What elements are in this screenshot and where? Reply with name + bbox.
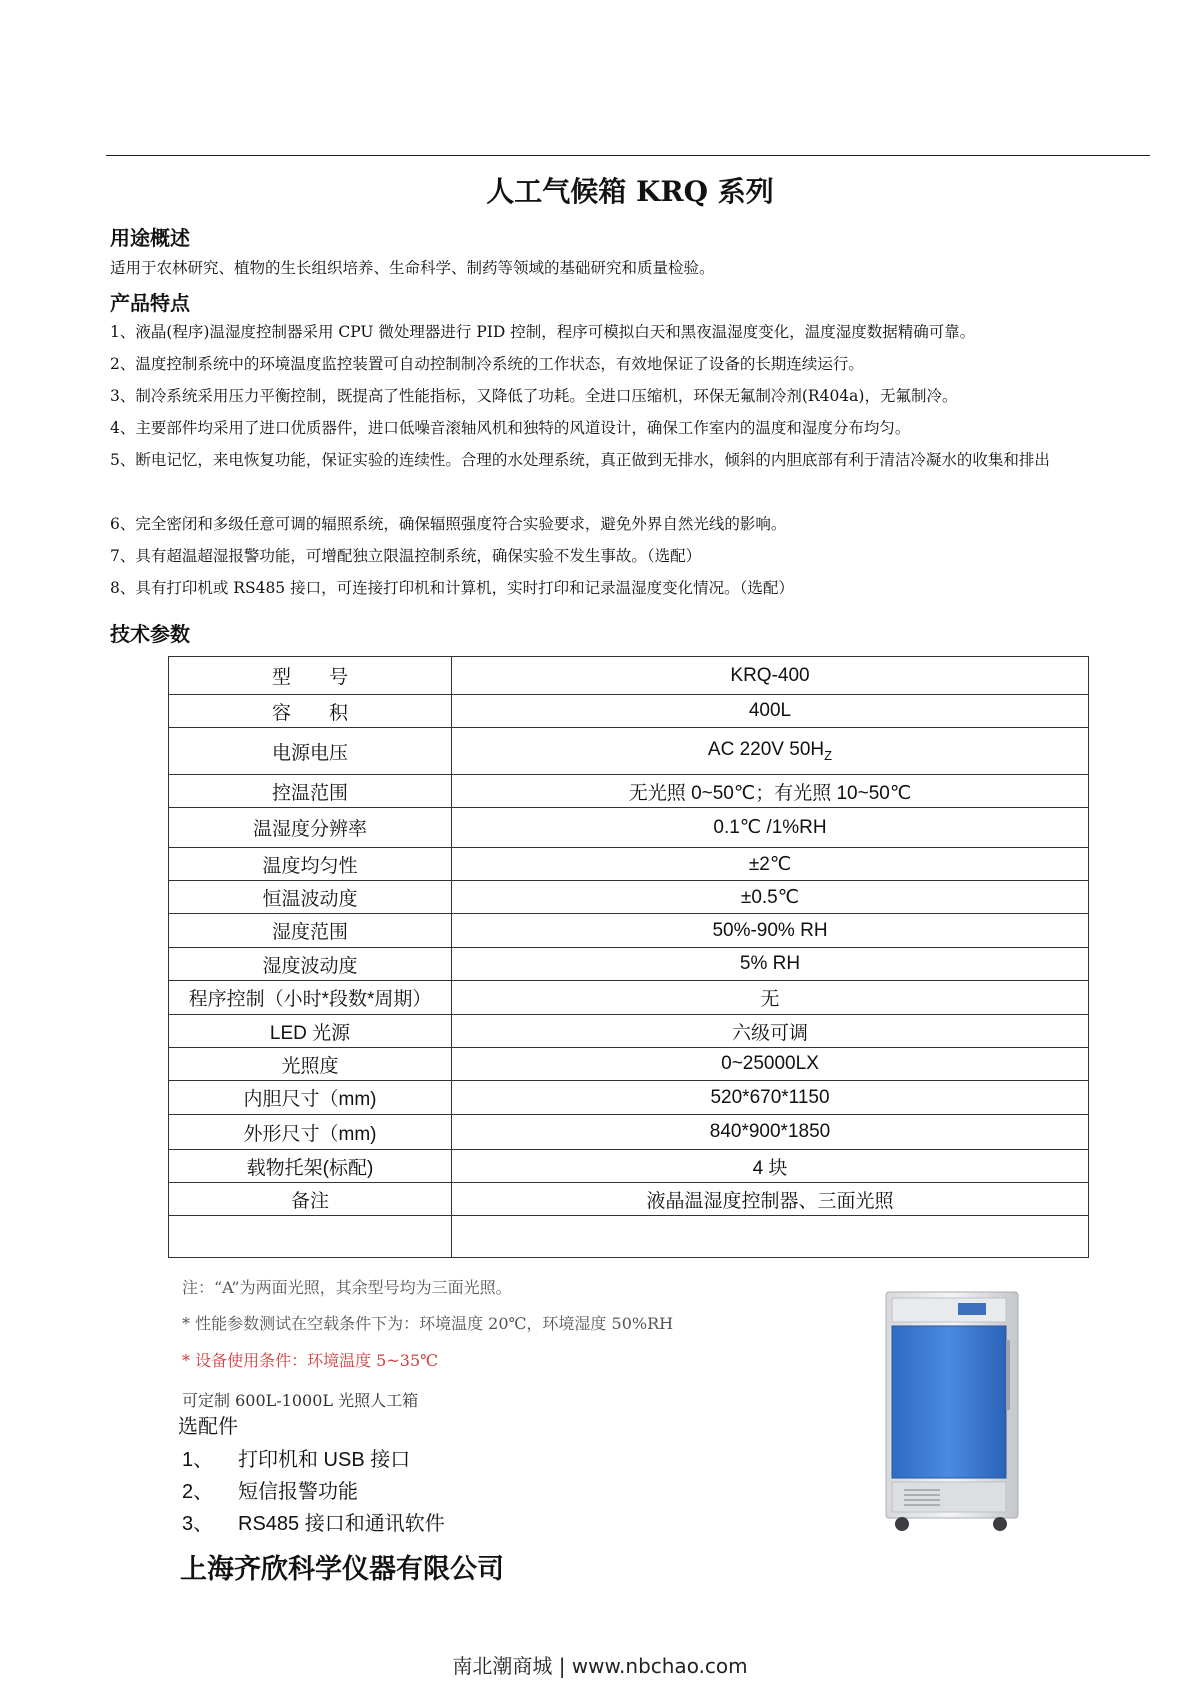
feature-item-5: 5、断电记忆，来电恢复功能，保证实验的连续性。合理的水处理系统，真正做到无排水，倾斜的内胆底部有利于清洁冷凝水的收集和排出 (110, 451, 1050, 469)
spec-value: 六级可调 (452, 1015, 1089, 1048)
spec-label: LED 光源 (169, 1015, 452, 1048)
spec-value: 50%-90% RH (452, 914, 1089, 948)
accessory-item: 2、 短信报警功能 (182, 1481, 358, 1503)
document-title: 人工气候箱 KRQ 系列 (486, 175, 774, 208)
features-heading: 产品特点 (110, 291, 190, 315)
spec-row (169, 695, 1089, 728)
spec-value: KRQ-400 (452, 657, 1089, 695)
spec-value: AC 220V $50H_Z$ (452, 728, 1089, 775)
spec-row (169, 728, 1089, 775)
spec-value: 520*670*1150 (452, 1081, 1089, 1115)
company-name: 上海齐欣科学仪器有限公司 (180, 1554, 504, 1585)
spec-label: 外形尺寸（mm) (169, 1115, 452, 1150)
feature-item-2: 2、温度控制系统中的环境温度监控装置可自动控制制冷系统的工作状态，有效地保证了设备的长期连续运行。 (110, 355, 864, 373)
spec-label: 电源电压 (169, 728, 452, 775)
feature-item-8: 8、具有打印机或 RS485 接口，可连接打印机和计算机，实时打印和记录温湿度变化情况。（选配） (110, 579, 794, 597)
feature-item-4: 4、主要部件均采用了进口优质器件，进口低噪音滚轴风机和独特的风道设计，确保工作室内的温度和湿度分布均匀。 (110, 419, 911, 437)
spec-row (169, 914, 1089, 948)
spec-label (169, 1216, 452, 1258)
feature-item-3: 3、制冷系统采用压力平衡控制，既提高了性能指标，又降低了功耗。全进口压缩机，环保无氟制冷剂(R404a)，无氟制冷。 (110, 387, 958, 405)
spec-value: 无光照 0~50℃；有光照 10~50℃ (452, 775, 1089, 808)
spec-value: 5% RH (452, 948, 1089, 981)
feature-item-1: 1、液晶(程序)温湿度控制器采用 CPU 微处理器进行 PID 控制，程序可模拟白天和黑夜温湿度变化，温度湿度数据精确可靠。 (110, 323, 976, 341)
note-test-conditions: * 性能参数测试在空载条件下为：环境温度 20℃，环境湿度 50%RH (182, 1314, 674, 1333)
climate-chamber-product-image (880, 1290, 1024, 1532)
footer-site-link[interactable]: 南北潮商城 | www.nbchao.com (452, 1654, 748, 1678)
spec-row (169, 1048, 1089, 1081)
feature-item-6: 6、完全密闭和多级任意可调的辐照系统，确保辐照强度符合实验要求，避免外界自然光线的影响。 (110, 515, 787, 533)
header-rule (106, 155, 1150, 156)
spec-label: 温度均匀性 (169, 848, 452, 881)
spec-row (169, 948, 1089, 981)
spec-label: 内胆尺寸（mm) (169, 1081, 452, 1115)
spec-row (169, 1081, 1089, 1115)
accessory-item: 3、 RS485 接口和通讯软件 (182, 1513, 445, 1535)
spec-row (169, 1216, 1089, 1258)
spec-row (169, 981, 1089, 1015)
note-light-sides: 注：“A”为两面光照，其余型号均为三面光照。 (182, 1278, 512, 1297)
spec-value: 0.1℃ /1%RH (452, 808, 1089, 848)
spec-value: 无 (452, 981, 1089, 1015)
accessory-item: 1、 打印机和 USB 接口 (182, 1449, 411, 1471)
spec-value: 液晶温湿度控制器、三面光照 (452, 1183, 1089, 1216)
spec-label: 控温范围 (169, 775, 452, 808)
spec-label: 湿度范围 (169, 914, 452, 948)
spec-value: ±2℃ (452, 848, 1089, 881)
usage-text: 适用于农林研究、植物的生长组织培养、生命科学、制药等领域的基础研究和质量检验。 (110, 259, 715, 277)
spec-label: 光照度 (169, 1048, 452, 1081)
spec-row (169, 1150, 1089, 1183)
spec-value (452, 1216, 1089, 1258)
feature-item-7: 7、具有超温超湿报警功能，可增配独立限温控制系统，确保实验不发生事故。（选配） (110, 547, 702, 565)
spec-value: 0~25000LX (452, 1048, 1089, 1081)
note-customization: 可定制 600L-1000L 光照人工箱 (182, 1391, 419, 1410)
spec-label: 湿度波动度 (169, 948, 452, 981)
spec-value: 4 块 (452, 1150, 1089, 1183)
spec-row (169, 1183, 1089, 1216)
spec-label: 型 号 (169, 657, 452, 695)
accessories-heading: 选配件 (178, 1414, 238, 1438)
specs-heading: 技术参数 (110, 622, 190, 646)
spec-label: 载物托架(标配) (169, 1150, 452, 1183)
spec-row (169, 1115, 1089, 1150)
spec-row (169, 1015, 1089, 1048)
note-usage-conditions: * 设备使用条件：环境温度 5~35℃ (182, 1351, 439, 1370)
spec-label: 程序控制（小时*段数*周期） (169, 981, 452, 1015)
usage-heading: 用途概述 (110, 226, 190, 250)
spec-value: 840*900*1850 (452, 1115, 1089, 1150)
spec-label: 恒温波动度 (169, 881, 452, 914)
spec-row (169, 848, 1089, 881)
spec-row (169, 775, 1089, 808)
spec-value: 400L (452, 695, 1089, 728)
spec-label: 容 积 (169, 695, 452, 728)
spec-row (169, 657, 1089, 695)
spec-row (169, 881, 1089, 914)
spec-value: ±0.5℃ (452, 881, 1089, 914)
spec-label: 备注 (169, 1183, 452, 1216)
spec-table (168, 656, 1089, 1258)
spec-label: 温湿度分辨率 (169, 808, 452, 848)
spec-row (169, 808, 1089, 848)
